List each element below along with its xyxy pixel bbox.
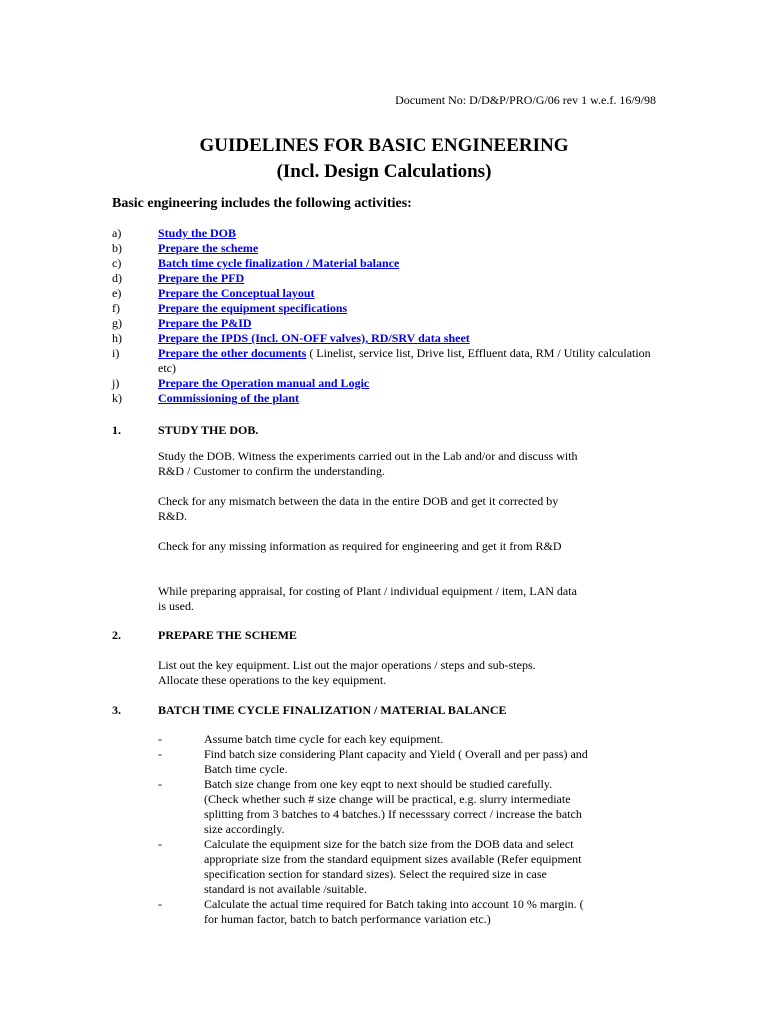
paragraph: Check for any missing information as required for engineering and get it from R&D bbox=[158, 539, 562, 553]
list-item: - Assume batch time cycle for each key equipment. bbox=[158, 732, 588, 747]
list-item bbox=[112, 271, 652, 286]
list-item bbox=[112, 226, 652, 241]
section-heading bbox=[112, 628, 582, 643]
paragraph: Check for any mismatch between the data in the entire DOB and get it corrected by R&D. bbox=[158, 494, 559, 523]
list-item: - Batch size change from one key eqpt to next should be studied carefully. (Check whether such # size change will be practical, e.g. slurry intermediate splitting from 3 batches to 4 batches.) If necesssary correct / increase the batch size accordingly. bbox=[158, 777, 588, 837]
toc-link-study-dob[interactable]: Study the DOB bbox=[158, 226, 237, 240]
title-line-1: GUIDELINES FOR BASIC ENGINEERING bbox=[199, 135, 569, 156]
list-item: - Find batch size considering Plant capacity and Yield ( Overall and per pass) and Batch time cycle. bbox=[158, 747, 588, 776]
toc-link-ipds[interactable]: Prepare the IPDS (Incl. ON-OFF valves), RD/SRV data sheet bbox=[158, 331, 470, 345]
list-item bbox=[112, 376, 652, 391]
paragraph: While preparing appraisal, for costing of Plant / individual equipment / item, LAN data is used. bbox=[158, 584, 577, 613]
toc-link-commissioning[interactable]: Commissioning of the plant bbox=[158, 391, 300, 405]
list-letter: c) bbox=[112, 256, 122, 270]
section-number: 3. bbox=[112, 703, 121, 717]
page-title bbox=[0, 133, 768, 185]
toc-link-batch-time-cycle[interactable]: Batch time cycle finalization / Material balance bbox=[158, 256, 400, 270]
list-item-text: Calculate the actual time required for Batch taking into account 10 % margin. ( for human factor, batch to batch performance variation etc.) bbox=[204, 897, 584, 926]
section-title: PREPARE THE SCHEME bbox=[158, 628, 297, 642]
toc-link-pfd[interactable]: Prepare the PFD bbox=[158, 271, 245, 285]
paragraph: Study the DOB. Witness the experiments carried out in the Lab and/or and discuss with R&D / Customer to confirm the understanding. bbox=[158, 449, 578, 478]
title-line-2: (Incl. Design Calculations) bbox=[276, 161, 492, 182]
list-letter: g) bbox=[112, 316, 122, 330]
list-item bbox=[112, 331, 652, 346]
section-study-dob bbox=[112, 423, 582, 438]
paragraph: List out the key equipment. List out the major operations / steps and sub-steps. Allocate these operations to the key equipment. bbox=[158, 658, 536, 687]
list-item-text: Assume batch time cycle for each key equipment. bbox=[204, 732, 444, 746]
section-heading bbox=[112, 423, 582, 438]
list-item bbox=[112, 346, 652, 376]
section-heading bbox=[112, 703, 582, 718]
list-item: - Calculate the equipment size for the batch size from the DOB data and select appropriate size from the standard equipment sizes available (Refer equipment specification section for standard sizes). Select the required size in case standard is not available /suitable. bbox=[158, 837, 588, 897]
list-item: - Calculate the actual time required for Batch taking into account 10 % margin. ( for human factor, batch to batch performance variation etc.) bbox=[158, 897, 588, 927]
toc-link-prepare-scheme[interactable]: Prepare the scheme bbox=[158, 241, 259, 255]
section-prepare-scheme bbox=[112, 628, 582, 643]
list-item bbox=[112, 391, 652, 406]
toc-link-pid[interactable]: Prepare the P&ID bbox=[158, 316, 252, 330]
section-number: 2. bbox=[112, 628, 121, 642]
list-item-text: Find batch size considering Plant capacity and Yield ( Overall and per pass) and Batch time cycle. bbox=[204, 747, 588, 776]
list-item bbox=[112, 301, 652, 316]
list-letter: k) bbox=[112, 391, 122, 405]
list-letter: e) bbox=[112, 286, 122, 300]
list-item-text: Batch size change from one key eqpt to next should be studied carefully. (Check whether such # size change will be practical, e.g. slurry intermediate splitting from 3 batches to 4 batches.) If necesssary correct / increase the batch size accordingly. bbox=[204, 777, 582, 836]
bullet-list bbox=[112, 732, 628, 927]
list-letter: b) bbox=[112, 241, 122, 255]
section-title: BATCH TIME CYCLE FINALIZATION / MATERIAL BALANCE bbox=[158, 703, 507, 717]
list-item bbox=[112, 316, 652, 331]
toc-link-equipment-specs[interactable]: Prepare the equipment specifications bbox=[158, 301, 348, 315]
list-letter: i) bbox=[112, 346, 120, 360]
section-title: STUDY THE DOB. bbox=[158, 423, 259, 437]
list-item bbox=[112, 241, 652, 256]
list-item bbox=[112, 256, 652, 271]
list-letter: h) bbox=[112, 331, 122, 345]
section-number: 1. bbox=[112, 423, 121, 437]
toc-link-operation-manual[interactable]: Prepare the Operation manual and Logic bbox=[158, 376, 370, 390]
list-letter: a) bbox=[112, 226, 122, 240]
list-letter: j) bbox=[112, 376, 120, 390]
list-letter: f) bbox=[112, 301, 120, 315]
activity-list bbox=[112, 226, 652, 406]
list-item bbox=[112, 286, 652, 301]
list-item-note: ( Linelist, service list, Drive list, Effluent data, RM / Utility calculation etc) bbox=[158, 346, 651, 375]
toc-link-other-documents[interactable]: Prepare the other documents bbox=[158, 346, 307, 360]
intro-text: Basic engineering includes the following activities: bbox=[112, 196, 412, 211]
toc-link-conceptual-layout[interactable]: Prepare the Conceptual layout bbox=[158, 286, 315, 300]
list-item-text: Calculate the equipment size for the batch size from the DOB data and select appropriate size from the standard equipment sizes available (Refer equipment specification section for standard sizes). Select the required size in case standard is not available /suitable. bbox=[204, 837, 582, 896]
list-letter: d) bbox=[112, 271, 122, 285]
section-batch-time-cycle bbox=[112, 703, 582, 718]
document-number: Document No: D/D&P/PRO/G/06 rev 1 w.e.f. 16/9/98 bbox=[395, 93, 656, 107]
